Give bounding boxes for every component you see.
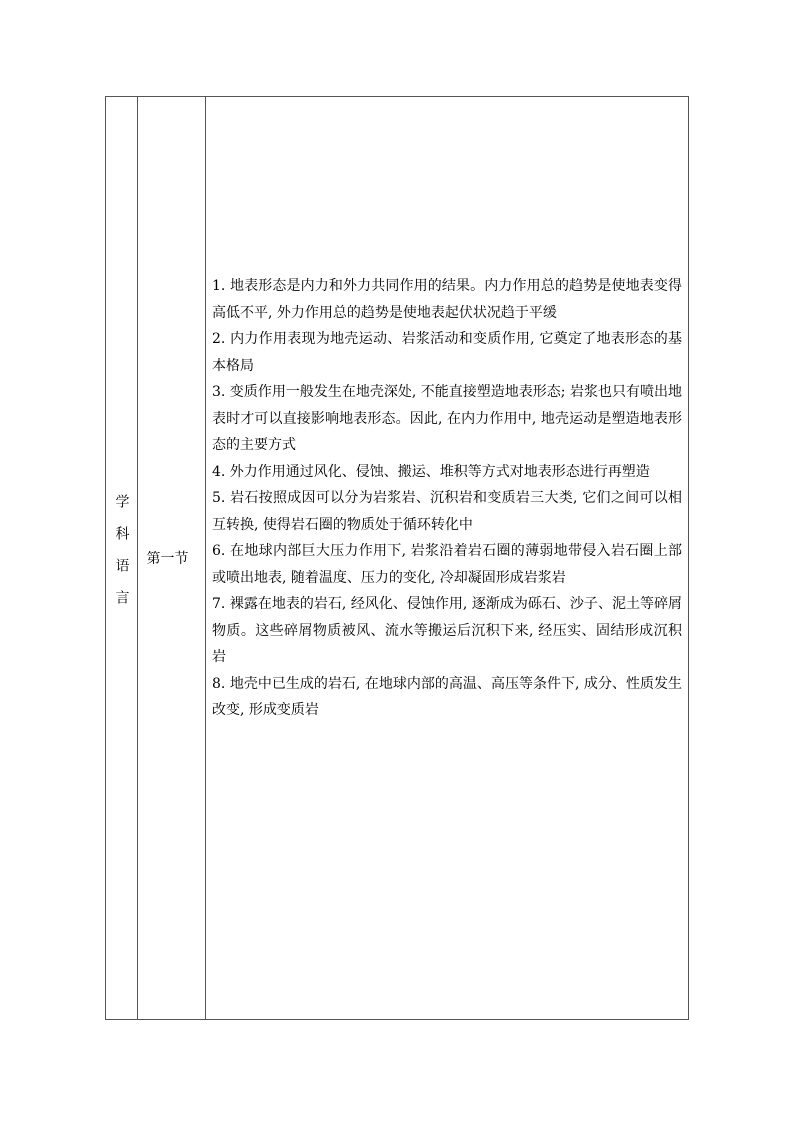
subject-label: 学科语言	[113, 494, 130, 622]
list-item: 3. 变质作用一般发生在地壳深处, 不能直接塑造地表形态; 岩浆也只有喷出地表时才可以直接影响地表形态。因此, 在内力作用中, 地壳运动是塑造地表形态的主要方式	[212, 384, 682, 453]
content-table	[105, 96, 689, 1020]
list-item: 5. 岩石按照成因可以分为岩浆岩、沉积岩和变质岩三大类, 它们之间可以相互转换, 使得岩石圈的物质处于循环转化中	[212, 490, 682, 533]
list-item: 7. 裸露在地表的岩石, 经风化、侵蚀作用, 逐渐成为砾石、沙子、泥土等碎屑物质。这些碎屑物质被风、流水等搬运后沉积下来, 经压实、固结形成沉积岩	[212, 596, 682, 665]
section-column	[138, 97, 206, 1019]
section-label: 第一节	[146, 551, 189, 567]
list-item: 6. 在地球内部巨大压力作用下, 岩浆沿着岩石圈的薄弱地带侵入岩石圈上部或喷出地表, 随着温度、压力的变化, 冷却凝固形成岩浆岩	[212, 543, 682, 586]
list-item: 1. 地表形态是内力和外力共同作用的结果。内力作用总的趋势是使地表变得高低不平, 外力作用总的趋势是使地表起伏状况趋于平缓	[212, 278, 682, 321]
list-item: 8. 地壳中已生成的岩石, 在地球内部的高温、高压等条件下, 成分、性质发生改变, 形成变质岩	[212, 675, 682, 718]
content-column	[206, 97, 688, 1019]
subject-column	[106, 97, 138, 1019]
list-item: 4. 外力作用通过风化、侵蚀、搬运、堆积等方式对地表形态进行再塑造	[212, 463, 650, 480]
list-item: 2. 内力作用表现为地壳运动、岩浆活动和变质作用, 它奠定了地表形态的基本格局	[212, 331, 682, 374]
content-list	[212, 273, 682, 724]
